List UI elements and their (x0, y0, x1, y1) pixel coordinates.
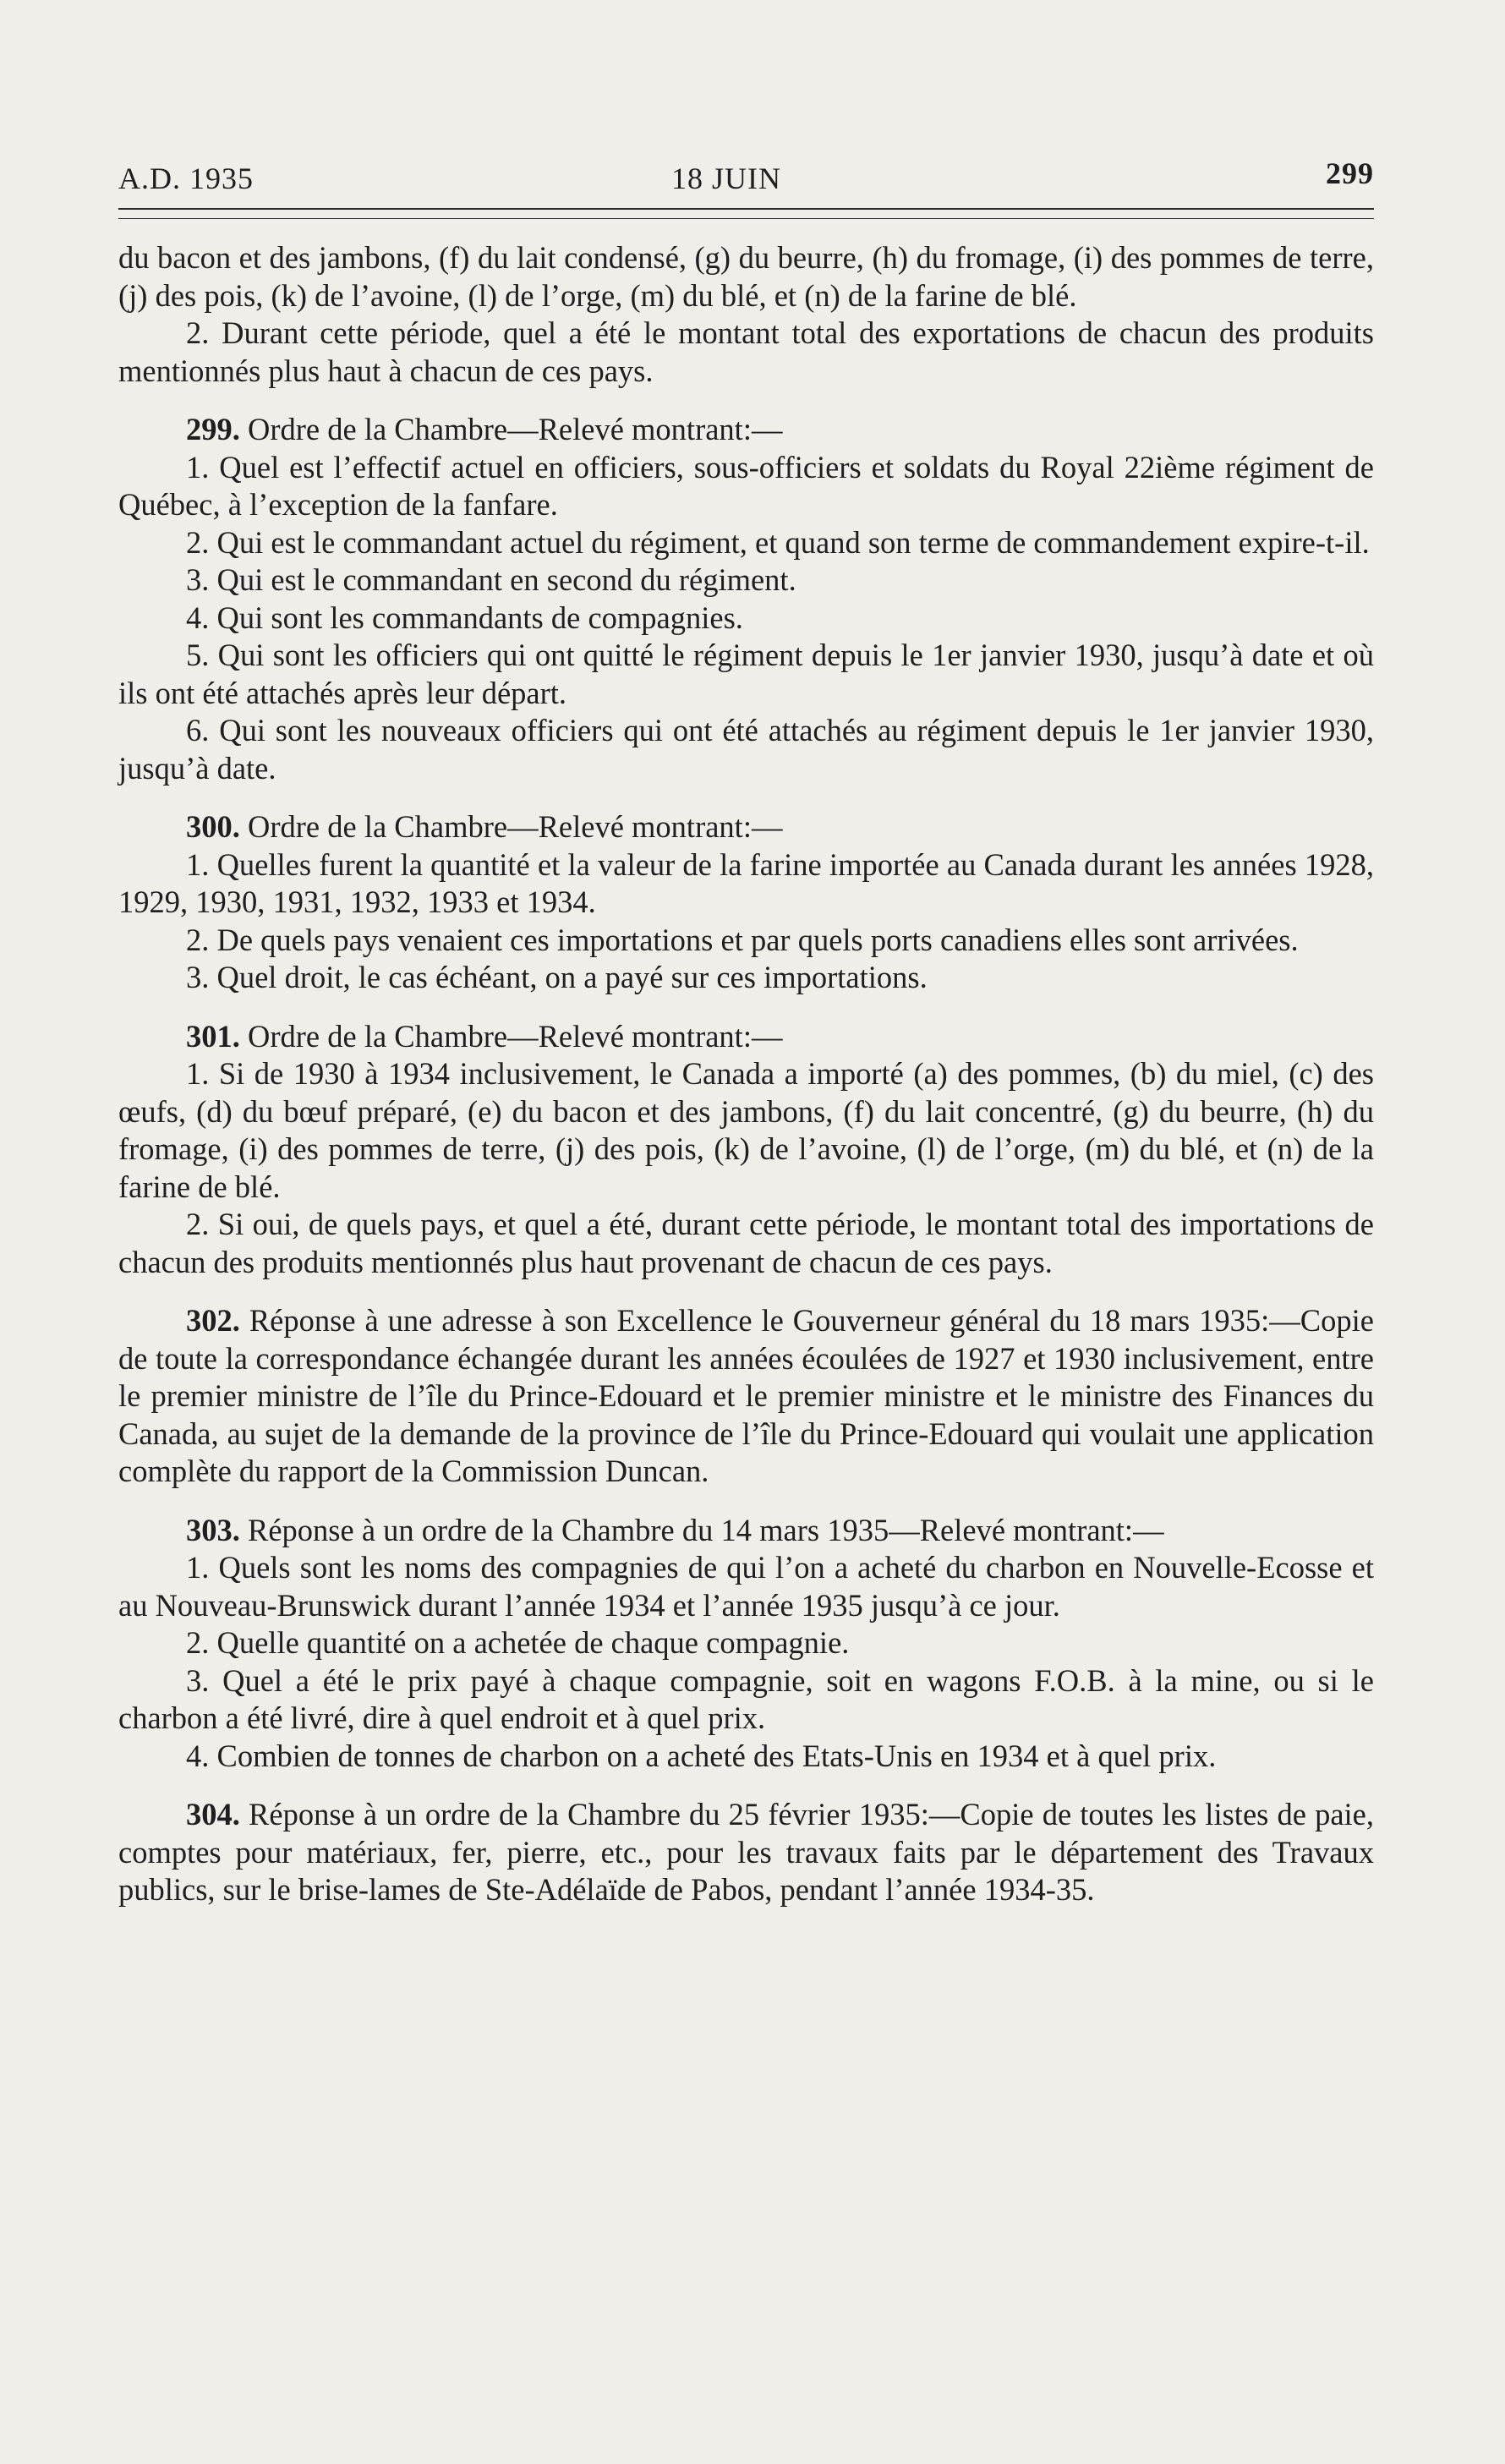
entry-item: 4. Combien de tonnes de charbon on a acheté des Etats-Unis en 1934 et à quel prix. (186, 1738, 1217, 1773)
entry-item: 3. Quel a été le prix payé à chaque compagnie, soit en wagons F.O.B. à la mine, ou si le charbon a été livré, dire à quel endroit et à quel prix. (118, 1662, 1374, 1735)
entry-lead: Ordre de la Chambre—Relevé montrant:— (248, 809, 783, 844)
entry-lead: Réponse à une adresse à son Excellence le Gouverneur général du 18 mars 1935:—Copie de toute la correspondance échangée durant les années écoulées de 1927 et 1930 inclusivement, entre le premier ministre de l’île du Prince-Edouard et le premier ministre et le ministre des Finances du Canada, au sujet de la demande de la province de l’île du Prince-Edouard qui voulait une application complète du rapport de la Commission Duncan. (118, 1303, 1374, 1488)
entry-303 (118, 1512, 1374, 1776)
entry-number: 303. (186, 1512, 240, 1547)
entry-item: 1. Si de 1930 à 1934 inclusivement, le Canada a importé (a) des pommes, (b) du miel, (c) des œufs, (d) du bœuf préparé, (e) du bacon et des jambons, (f) du lait concentré, (g) du beurre, (h) du fromage, (i) des pommes de terre, (j) des pois, (k) de l’avoine, (l) de l’orge, (m) du blé, et (n) de la farine de blé. (118, 1056, 1374, 1204)
entry-lead: Réponse à un ordre de la Chambre du 25 février 1935:—Copie de toutes les listes de paie, comptes pour matériaux, fer, pierre, etc., pour les travaux faits par le département des Travaux publics, sur le brise-lames de Ste-Adélaïde de Pabos, pendant l’année 1934-35. (118, 1797, 1374, 1907)
entry-lead: Ordre de la Chambre—Relevé montrant:— (248, 412, 783, 446)
entry-number: 299. (186, 412, 240, 446)
entry-item: 6. Qui sont les nouveaux officiers qui ont été attachés au régiment depuis le 1er janvier 1930, jusqu’à date. (118, 713, 1374, 786)
entry-item: 1. Quelles furent la quantité et la valeur de la farine importée au Canada durant les années 1928, 1929, 1930, 1931, 1932, 1933 et 1934. (118, 846, 1374, 919)
entry-300 (118, 808, 1374, 997)
continuation-paragraph: du bacon et des jambons, (f) du lait condensé, (g) du beurre, (h) du fromage, (i) des pommes de terre, (j) des pois, (k) de l’avoine, (l) de l’orge, (m) du blé, et (n) de la farine de blé. (118, 240, 1374, 313)
entry-304 (118, 1796, 1374, 1909)
entry-lead: Ordre de la Chambre—Relevé montrant:— (248, 1018, 783, 1054)
entry-number: 302. (186, 1303, 240, 1338)
entry-number: 304. (186, 1797, 240, 1832)
entry-item: 2. Quelle quantité on a achetée de chaque compagnie. (186, 1625, 850, 1660)
entry-heading (118, 1018, 1374, 1056)
continuation-paragraph: 2. Durant cette période, quel a été le montant total des exportations de chacun des produits mentionnés plus haut à chacun de ces pays. (118, 315, 1374, 388)
document-page (118, 152, 1374, 1909)
header-date: 18 JUIN (671, 162, 781, 195)
entry-number: 300. (186, 809, 240, 844)
entry-item: 1. Quels sont les noms des compagnies de qui l’on a acheté du charbon en Nouvelle-Ecosse et au Nouveau-Brunswick durant l’année 1934 et l’année 1935 jusqu’à ce jour. (118, 1550, 1374, 1623)
entry-heading (118, 411, 1374, 449)
entry-item: 4. Qui sont les commandants de compagnies. (186, 600, 743, 635)
header-year: A.D. 1935 (118, 162, 254, 195)
entry-lead: Réponse à un ordre de la Chambre du 14 mars 1935—Relevé montrant:— (248, 1512, 1164, 1547)
entry-299 (118, 411, 1374, 787)
entry-302 (118, 1302, 1374, 1491)
header-double-rule (118, 208, 1374, 219)
entry-301 (118, 1018, 1374, 1282)
entry-item: 3. Qui est le commandant en second du régiment. (186, 562, 796, 597)
entry-item: 1. Quel est l’effectif actuel en officiers, sous-officiers et soldats du Royal 22ième régiment de Québec, à l’exception de la fanfare. (118, 449, 1374, 522)
entry-item: 2. De quels pays venaient ces importations et par quels ports canadiens elles sont arrivées. (186, 922, 1299, 957)
entry-heading (118, 1302, 1374, 1491)
entry-heading (118, 1796, 1374, 1909)
entry-item: 3. Quel droit, le cas échéant, on a payé sur ces importations. (186, 960, 928, 994)
entry-heading (118, 808, 1374, 846)
entry-item: 2. Qui est le commandant actuel du régiment, et quand son terme de commandement expire-t-il. (186, 524, 1370, 560)
entry-item: 5. Qui sont les officiers qui ont quitté le régiment depuis le 1er janvier 1930, jusqu’à date et où ils ont été attachés après leur départ. (118, 638, 1374, 710)
entry-item: 2. Si oui, de quels pays, et quel a été, durant cette période, le montant total des importations de chacun des produits mentionnés plus haut provenant de chacun de ces pays. (118, 1207, 1374, 1279)
document-body (118, 239, 1374, 1909)
page-number: 299 (1326, 156, 1374, 190)
running-header (118, 152, 1374, 200)
entry-number: 301. (186, 1018, 240, 1054)
entry-heading (118, 1512, 1374, 1550)
